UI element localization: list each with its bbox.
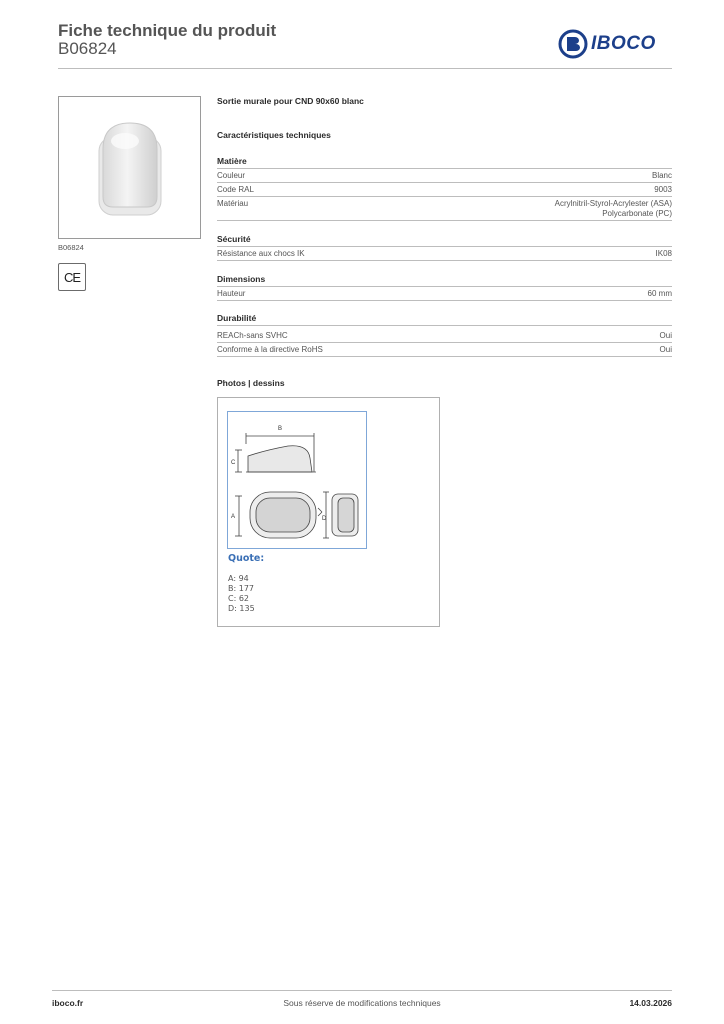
wall-outlet-illustration <box>59 97 200 238</box>
spec-heading: Caractéristiques techniques <box>217 130 331 140</box>
product-photo <box>58 96 201 239</box>
product-name: Sortie murale pour CND 90x60 blanc <box>217 96 364 106</box>
spec-value-multi <box>555 199 672 219</box>
spec-value: 9003 <box>654 185 672 194</box>
technical-drawing <box>217 397 440 627</box>
section-title: Sécurité <box>217 234 672 247</box>
spec-value-line: Acrylnitril-Styrol-Acrylester (ASA) <box>554 199 672 208</box>
product-code-header: B06824 <box>58 39 117 58</box>
footer-website-link[interactable]: iboco.fr <box>52 998 84 1008</box>
spec-value: Blanc <box>651 171 672 180</box>
logo-text: IBOCO <box>591 33 656 54</box>
footer-disclaimer: Sous réserve de modifications techniques <box>283 998 441 1008</box>
section-title: Durabilité <box>217 313 672 326</box>
spec-value: 60 mm <box>647 289 672 298</box>
quote-item: C: 62 <box>228 594 250 603</box>
photo-caption-code: B06824 <box>58 243 84 252</box>
spec-row <box>217 169 672 183</box>
footer-date: 14.03.2026 <box>629 998 672 1008</box>
section-durabilite <box>217 313 672 357</box>
dim-label-b: B <box>278 426 283 432</box>
dim-label-d: D <box>322 516 327 522</box>
quote-list <box>228 574 255 614</box>
spec-row <box>217 329 672 343</box>
spec-value: IK08 <box>655 249 672 258</box>
spec-value: Oui <box>659 331 672 340</box>
spec-row <box>217 197 672 221</box>
footer-divider <box>52 990 672 991</box>
section-title: Dimensions <box>217 274 672 287</box>
spec-label: REACh-sans SVHC <box>217 331 288 340</box>
spec-value: Oui <box>659 345 672 354</box>
spec-row <box>217 343 672 357</box>
spec-row <box>217 247 672 261</box>
header-divider <box>58 68 672 69</box>
spec-label: Hauteur <box>217 289 246 298</box>
section-securite <box>217 234 672 261</box>
iboco-logo-icon <box>558 29 588 59</box>
section-matiere <box>217 156 672 221</box>
brand-logo[interactable] <box>558 28 656 60</box>
spec-row <box>217 287 672 301</box>
quote-item: D: 135 <box>228 604 255 613</box>
drawing-frame <box>227 411 367 549</box>
photos-heading: Photos | dessins <box>217 378 285 388</box>
ce-mark-icon: CE <box>58 263 86 291</box>
dim-label-a: A <box>231 514 236 520</box>
spec-value-line: Polycarbonate (PC) <box>602 209 672 218</box>
page-title: Fiche technique du produit <box>58 21 277 40</box>
spec-label: Code RAL <box>217 185 254 194</box>
spec-label: Conforme à la directive RoHS <box>217 345 323 354</box>
spec-label: Résistance aux chocs IK <box>217 249 305 258</box>
quote-item: B: 177 <box>228 584 254 593</box>
dimension-drawing <box>228 412 366 548</box>
quote-item: A: 94 <box>228 574 249 583</box>
dim-label-c: C <box>231 460 236 466</box>
spec-row <box>217 183 672 197</box>
quote-title: Quote: <box>228 553 265 564</box>
section-title: Matière <box>217 156 672 169</box>
spec-label: Matériau <box>217 199 249 208</box>
spec-label: Couleur <box>217 171 246 180</box>
section-dimensions <box>217 274 672 301</box>
